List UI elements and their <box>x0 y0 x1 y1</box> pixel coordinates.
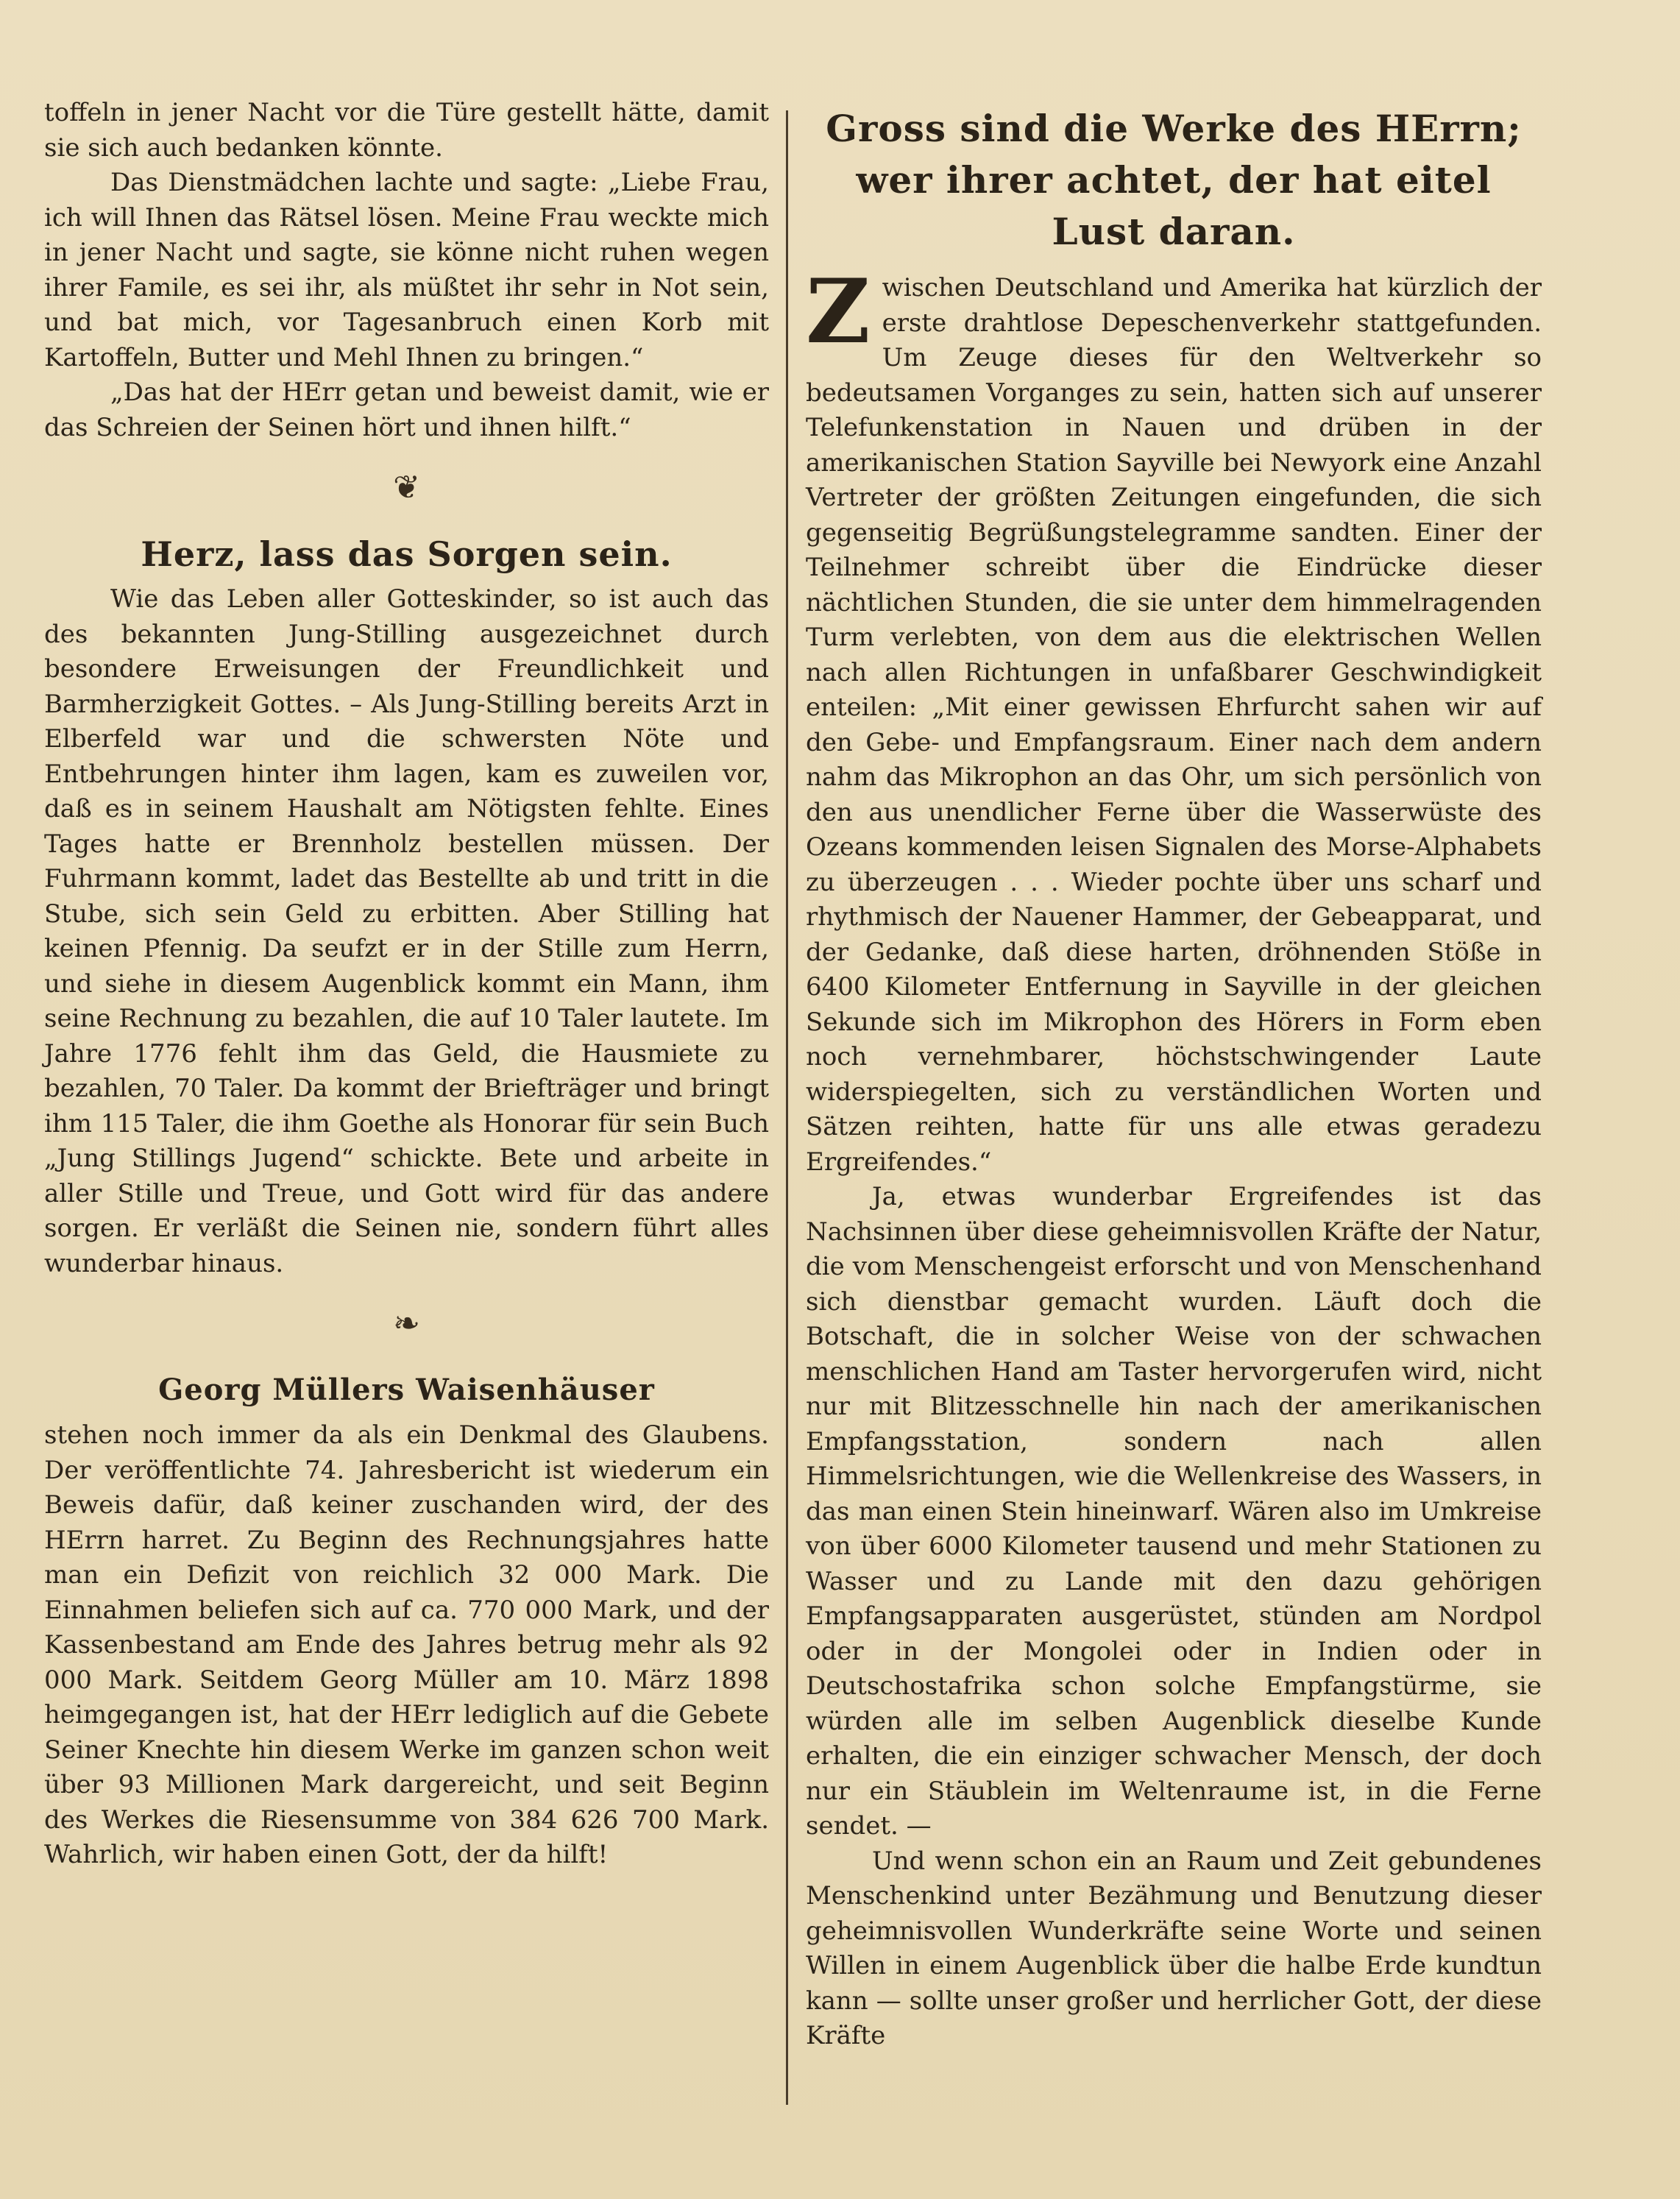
ornament-divider: ❦ <box>393 469 420 506</box>
paragraph: „Das hat der HErr getan und beweist damit, wie er das Schreien der Seinen hört und ihnen hilft.“ <box>44 378 769 442</box>
paragraph: stehen noch immer da als ein Denkmal des Glaubens. Der veröffentlichte 74. Jahresbericht ist wiederum ein Beweis dafür, daß keiner zuschanden wird, der des HErrn harret. Zu Beginn des Rechnungsjahres hatte man ein Defizit von reichlich 32 000 Mark. Die Einnahmen beliefen sich auf ca. 770 000 Mark, und der Kassenbestand am Ende des Jahres betrug mehr als 92 000 Mark. Seitdem Georg Müller am 10. März 1898 heimgegangen ist, hat der HErr lediglich auf die Gebete Seiner Knechte hin diesem Werke im ganzen schon weit über 93 Millionen Mark dargereicht, und seit Beginn des Werkes die Riesensumme von 384 626 700 Mark. Wahrlich, wir haben einen Gott, der da hilft! <box>44 1420 769 1869</box>
right-column <box>806 96 1542 2054</box>
column-rule <box>786 110 788 2105</box>
paragraph: Und wenn schon ein an Raum und Zeit gebundenes Menschenkind unter Bezähmung und Benutzung dieser geheimnisvollen Wunderkräfte seine Worte und seinen Willen in einem Augenblick über die halbe Erde kundtun kann — sollte unser großer und herrlicher Gott, der diese Kräfte <box>806 1846 1542 2050</box>
left-column <box>44 96 769 1873</box>
paragraph: Ja, etwas wunderbar Ergreifendes ist das Nachsinnen über diese geheimnisvollen Kräfte der Natur, die vom Menschengeist erforscht und von Menschenhand sich dienstbar gemacht wurden. Läuft doch die Botschaft, die in solcher Weise von der schwachen menschlichen Hand am Taster hervorgerufen wird, nicht nur mit Blitzesschnelle hin nach der amerikanischen Empfangsstation, sondern nach allen Himmelsrichtungen, wie die Wellenkreise des Wassers, in das man einen Stein hineinwarf. Wären also im Umkreise von über 6000 Kilometer tausend und mehr Stationen zu Wasser und zu Lande mit den dazu gehörigen Empfangsapparaten ausgerüstet, stünden am Nordpol oder in der Mongolei oder in Indien oder in Deutschostafrika schon solche Empfangstürme, sie würden alle im selben Augenblick dieselbe Kunde erhalten, die ein einziger schwacher Mensch, der doch nur ein Stäublein im Weltenraume ist, in die Ferne sendet. — <box>806 1182 1542 1841</box>
section-heading: Herz, lass das Sorgen sein. <box>141 534 673 574</box>
paragraph: wischen Deutschland und Amerika hat kürzlich der erste drahtlose Depeschenverkehr stattgefunden. Um Zeuge dieses für den Weltverkehr so bedeutsamen Vorganges zu sein, hatten sich auf unserer Telefunkenstation in Nauen und drüben in der amerikanischen Station Sayville bei Newyork eine Anzahl Vertreter der größten Zeitungen eingefunden, die sich gegenseitig Begrüßungstelegramme sandten. Einer der Teilnehmer schreibt über die Eindrücke dieser nächtlichen Stunden, die sie unter dem himmelragenden Turm verlebten, von dem aus die elektrischen Wellen nach allen Richtungen in unfaßbarer Geschwindigkeit enteilen: „Mit einer gewissen Ehrfurcht sahen wir auf den Gebe- und Empfangsraum. Einer nach dem andern nahm das Mikrophon an das Ohr, um sich persönlich von den aus unendlicher Ferne über die Wasserwüste des Ozeans kommenden leisen Signalen des Morse-Alphabets zu überzeugen . . . Wieder pochte über uns scharf und rhythmisch der Nauener Hammer, der Gebeapparat, und der Gedanke, daß diese harten, dröhnenden Stöße in 6400 Kilometer Entfernung in Sayville in der gleichen Sekunde sich im Mikrophon des Hörers in Form eben noch vernehmbarer, höchstschwingender Laute widerspiegelten, sich zu verständlichen Worten und Sätzen reihten, hatte für uns alle etwas geradezu Ergreifendes.“ <box>806 273 1542 1177</box>
ornament-divider: ❧ <box>393 1305 420 1342</box>
section-heading: Georg Müllers Waisenhäuser <box>158 1373 655 1407</box>
drop-cap: Z <box>806 260 871 364</box>
paragraph: Wie das Leben aller Gotteskinder, so ist auch das des bekannten Jung-Stilling ausgezeichnet durch besondere Erweisungen der Freundlichkeit und Barmherzigkeit Gottes. – Als Jung-Stilling bereits Arzt in Elberfeld war und die schwersten Nöte und Entbehrungen hinter ihm lagen, kam es zuweilen vor, daß es in seinem Haushalt am Nötigsten fehlte. Eines Tages hatte er Brennholz bestellen müssen. Der Fuhrmann kommt, ladet das Bestellte ab und tritt in die Stube, sich sein Geld zu erbitten. Aber Stilling hat keinen Pfennig. Da seufzt er in der Stille zum Herrn, und siehe in diesem Augenblick kommt ein Mann, ihm seine Rechnung zu bezahlen, die auf 10 Taler lautete. Im Jahre 1776 fehlt ihm das Geld, die Hausmiete zu bezahlen, 70 Taler. Da kommt der Briefträger und bringt ihm 115 Taler, die ihm Goethe als Honorar für sein Buch „Jung Stillings Jugend“ schickte. Bete und arbeite in aller Stille und Treue, und Gott wird für das andere sorgen. Er verläßt die Seinen nie, sondern führt alles wunderbar hinaus. <box>44 584 769 1278</box>
paragraph: Das Dienstmädchen lachte und sagte: „Liebe Frau, ich will Ihnen das Rätsel lösen. Meine Frau weckte mich in jener Nacht und sagte, sie könne nicht ruhen wegen ihrer Famile, es sei ihr, als müßtet ihr sehr in Not sein, und bat mich, vor Tagesanbruch einen Korb mit Kartoffeln, Butter und Mehl Ihnen zu bringen.“ <box>44 168 769 372</box>
article-title: Gross sind die Werke des HErrn; wer ihrer achtet, der hat eitel Lust daran. <box>826 107 1522 253</box>
paragraph: toffeln in jener Nacht vor die Türe gestellt hätte, damit sie sich auch bedanken könnte. <box>44 98 769 163</box>
